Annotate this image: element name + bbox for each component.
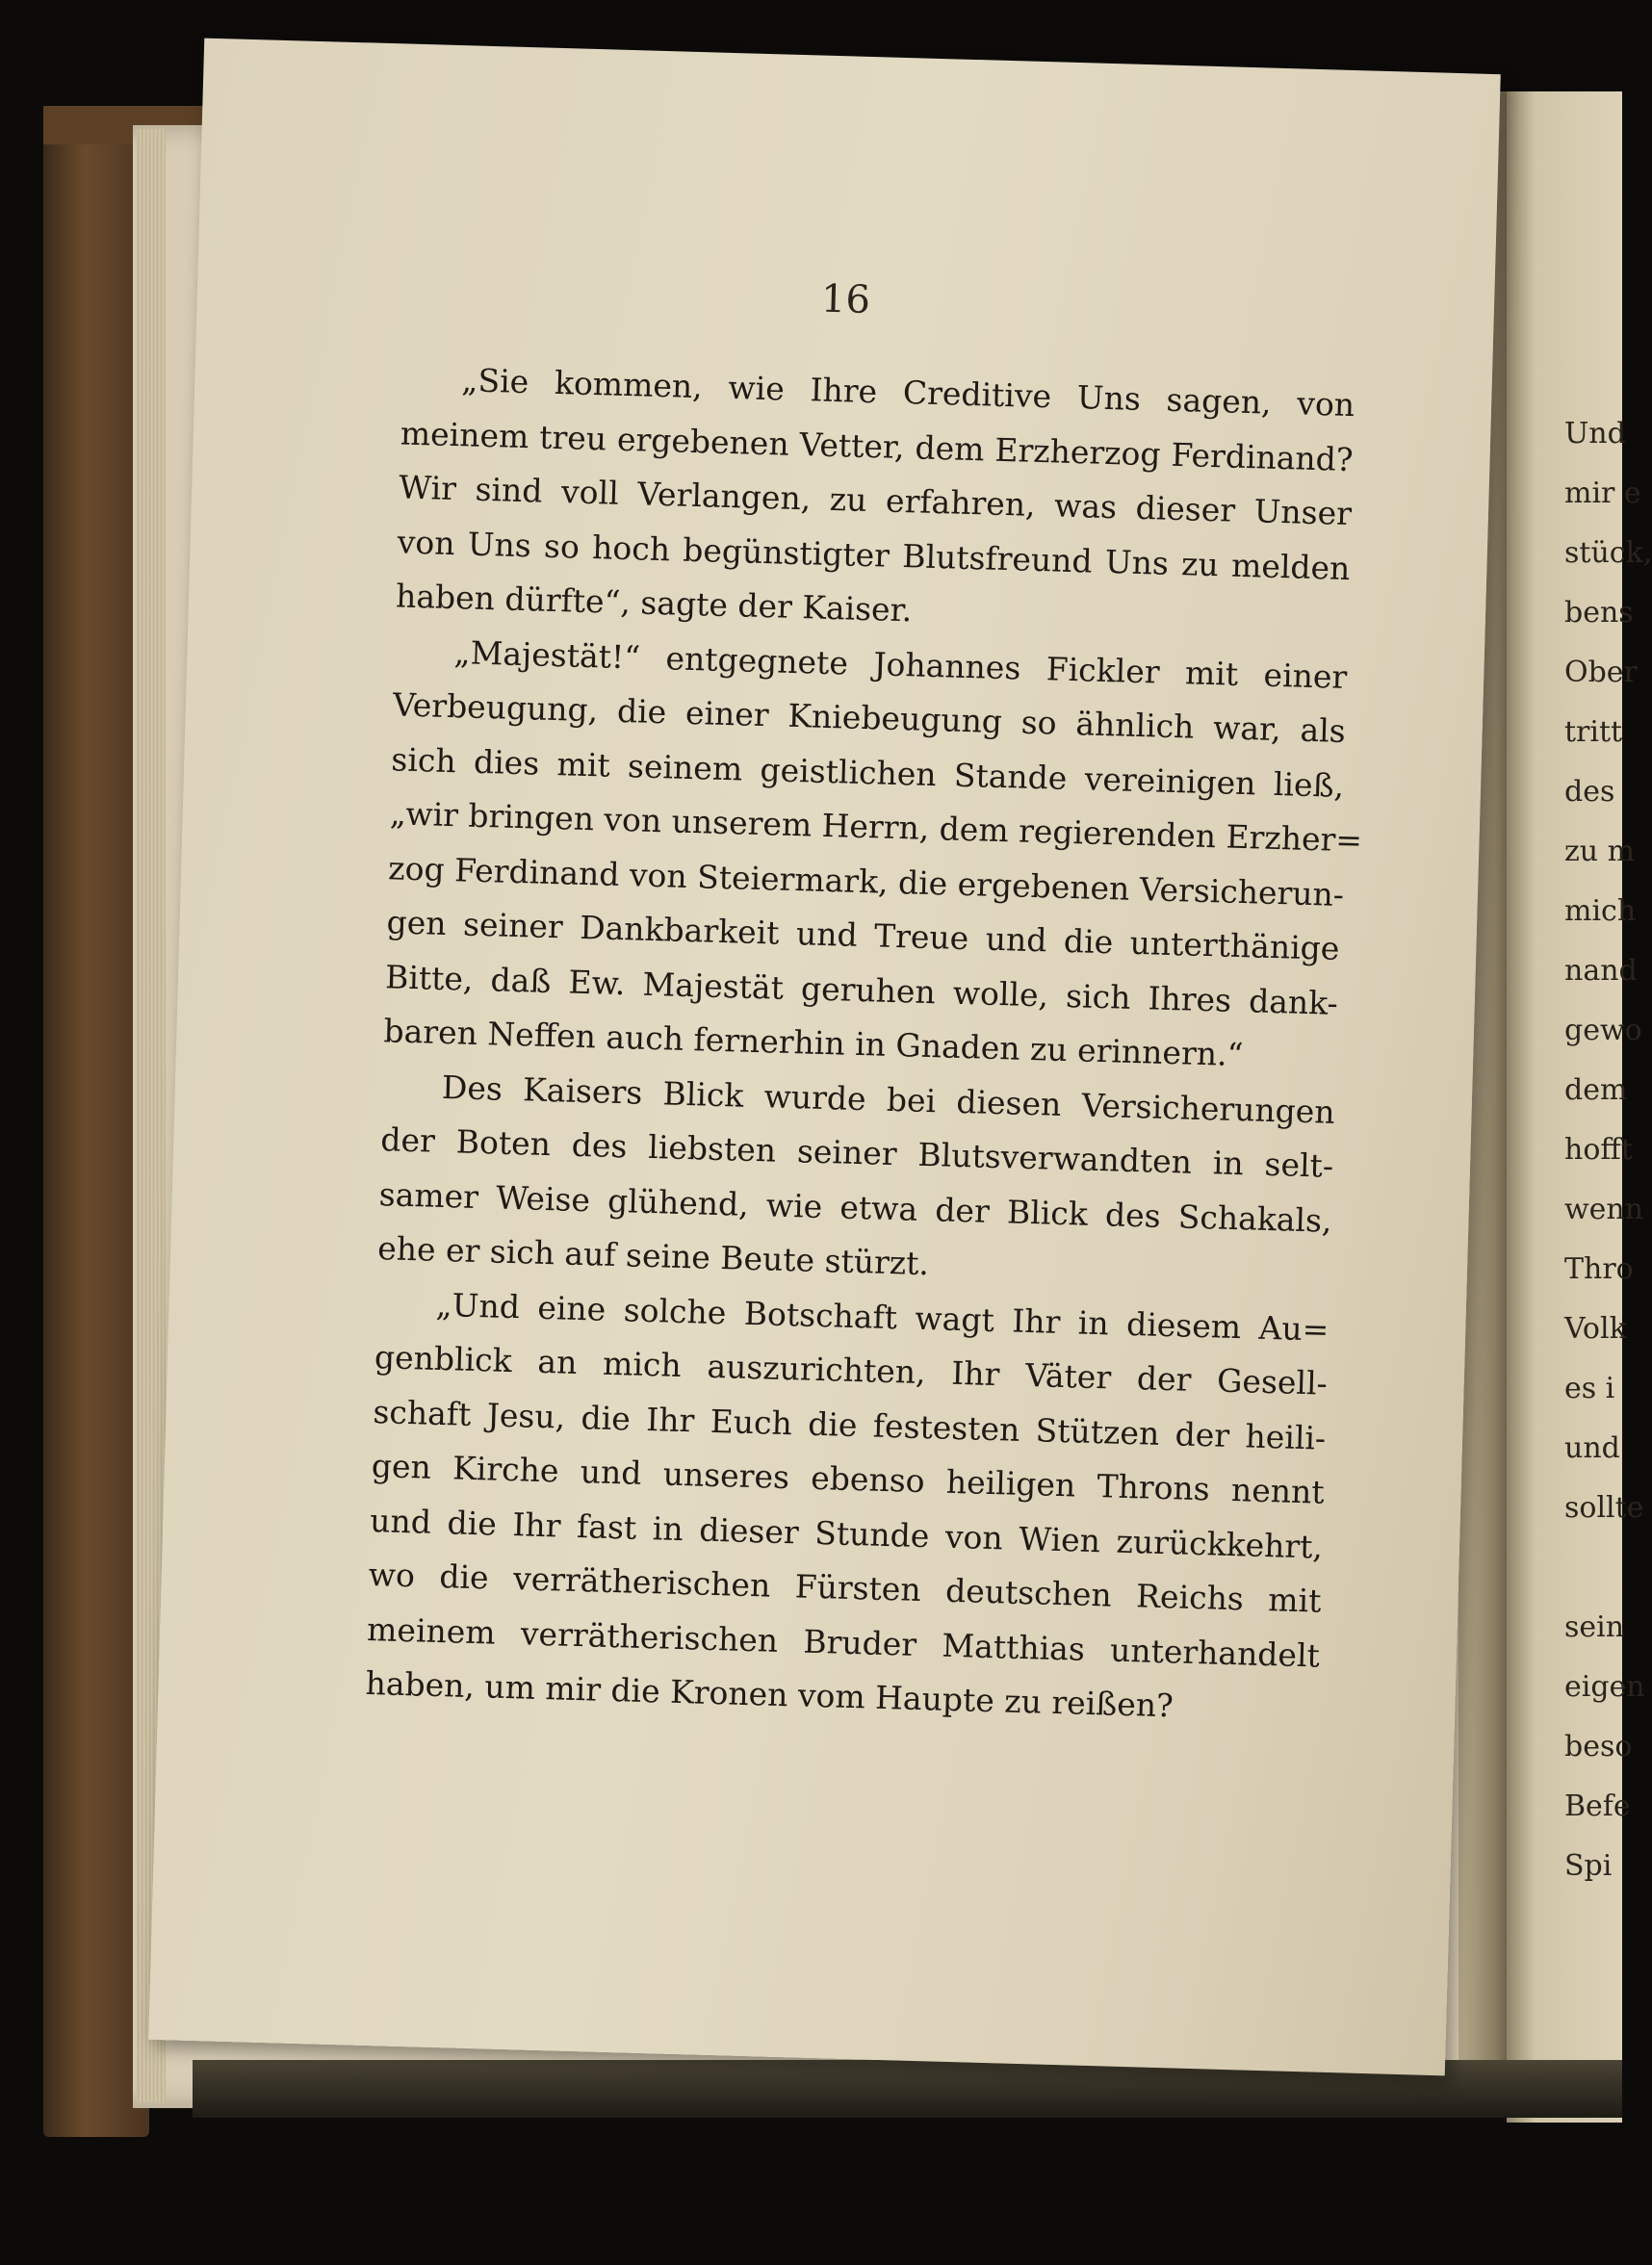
page-text [365, 351, 1363, 1737]
text-line: ehe er sich auf seine Beute stürzt. [376, 1229, 930, 1283]
text-line: Verbeugung, die einer Kniebeugung so ähnlich war, als [392, 685, 1347, 750]
text-line: Bitte, daß Ew. Majestät geruhen wolle, sich Ihres dank- [384, 957, 1339, 1022]
facing-page-text [1564, 404, 1652, 1896]
text-line: baren Neffen auch fernerhin in Gnaden zu erinnern.“ [383, 1012, 1244, 1074]
facing-text-fragment: mir e [1564, 476, 1641, 510]
facing-text-fragment [1564, 1538, 1622, 1598]
facing-text-fragment: stück, [1564, 536, 1652, 570]
paragraph [365, 1276, 1329, 1737]
text-line: genblick an mich auszurichten, Ihr Väter der Gesell- [374, 1338, 1329, 1403]
text-line: Wir sind voll Verlangen, zu erfahren, was dieser Unser [398, 468, 1353, 533]
text-line: zog Ferdinand von Steiermark, die ergebenen Versicherun- [387, 848, 1345, 914]
facing-text-fragment: beso [1564, 1730, 1633, 1763]
book-page [148, 39, 1501, 2076]
text-line: wo die verrätherischen Fürsten deutschen Reichs mit [368, 1555, 1322, 1620]
facing-text-fragment: es i [1564, 1372, 1615, 1405]
text-line: gen seiner Dankbarkeit und Treue und die unterthänige [386, 903, 1340, 967]
facing-text-fragment: hofft [1564, 1133, 1633, 1167]
facing-text-fragment: Thro [1564, 1252, 1634, 1286]
page-number: 16 [820, 276, 871, 323]
facing-text-fragment: nand [1564, 954, 1638, 988]
text-line: von Uns so hoch begünstigter Blutsfreund Uns zu melden [397, 522, 1351, 587]
text-line: samer Weise glühend, wie etwa der Blick des Schakals, [378, 1174, 1333, 1240]
facing-text-fragment: wenn [1564, 1193, 1644, 1226]
paragraph [376, 1059, 1335, 1303]
text-line: „wir bringen von unserem Herrn, dem regierenden Erzher= [389, 794, 1363, 860]
text-line: „Und eine solche Botschaft wagt Ihr in diesem Au= [435, 1285, 1329, 1349]
facing-text-fragment: sollte [1564, 1491, 1644, 1525]
paragraph [383, 624, 1363, 1085]
facing-text-fragment: tritt [1564, 715, 1623, 749]
facing-text-fragment: Volk [1564, 1312, 1627, 1346]
text-line: schaft Jesu, die Ihr Euch die festesten Stützen der heili- [372, 1392, 1327, 1457]
text-line: „Majestät!“ entgegnete Johannes Fickler mit einer [453, 632, 1348, 696]
text-line: Des Kaisers Blick wurde bei diesen Versicherungen [441, 1068, 1336, 1131]
facing-text-fragment: zu m [1564, 835, 1636, 868]
facing-text-fragment: Befe [1564, 1789, 1631, 1823]
facing-text-fragment: des [1564, 775, 1615, 809]
facing-text-fragment: bens [1564, 596, 1634, 630]
facing-text-fragment: Ober [1564, 656, 1638, 689]
facing-text-fragment: und [1564, 1431, 1620, 1465]
facing-text-fragment: dem [1564, 1073, 1628, 1107]
facing-text-fragment: mich [1564, 894, 1637, 928]
paragraph [395, 351, 1355, 650]
text-line: meinem treu ergebenen Vetter, dem Erzherzog Ferdinand? [400, 413, 1355, 478]
text-line: haben, um mir die Kronen vom Haupte zu reißen? [365, 1663, 1174, 1725]
facing-text-fragment: sein [1564, 1610, 1625, 1644]
facing-text-fragment: Spi [1564, 1849, 1613, 1883]
text-line: sich dies mit seinem geistlichen Stande vereinigen ließ, [390, 739, 1345, 805]
text-line: gen Kirche und unseres ebenso heiligen Throns nennt [371, 1447, 1326, 1511]
text-line: und die Ihr fast in dieser Stunde von Wien zurückkehrt, [369, 1501, 1324, 1566]
text-line: „Sie kommen, wie Ihre Creditive Uns sagen, von [460, 361, 1355, 425]
text-line: meinem verrätherischen Bruder Matthias unterhandelt [366, 1609, 1321, 1675]
text-line: der Boten des liebsten seiner Blutsverwandten in selt- [379, 1120, 1334, 1185]
facing-text-fragment: gewo [1564, 1014, 1642, 1047]
facing-text-fragment: Und [1564, 417, 1626, 450]
text-line: haben dürfte“, sagte der Kaiser. [395, 577, 913, 630]
facing-text-fragment: eigen [1564, 1670, 1645, 1704]
